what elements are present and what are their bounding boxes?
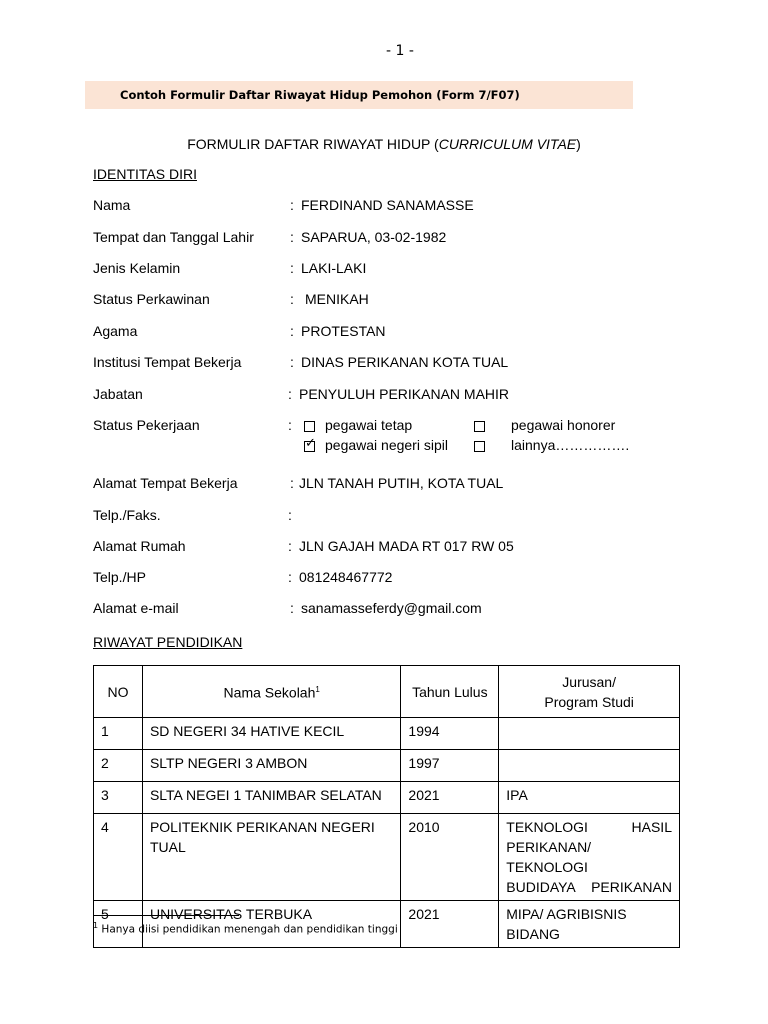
table-header-row — [94, 666, 680, 718]
field-value-telp-hp: 081248467772 — [299, 569, 393, 585]
field-colon: : — [290, 197, 294, 213]
cell-year: 2021 — [401, 901, 499, 948]
field-label-telp-faks: Telp./Faks. — [93, 507, 161, 523]
field-label-email: Alamat e-mail — [93, 600, 179, 616]
table-row — [94, 782, 680, 814]
cell-major: MIPA/ AGRIBISNIS BIDANG — [499, 901, 680, 948]
cell-school: POLITEKNIK PERIKANAN NEGERI TUAL — [142, 814, 400, 901]
field-colon: : — [290, 260, 294, 276]
page-number: - 1 - — [386, 43, 414, 59]
field-value-jabatan: PENYULUH PERIKANAN MAHIR — [299, 386, 510, 402]
field-label-status-perkawinan: Status Perkawinan — [93, 291, 210, 307]
checkbox-lainnya[interactable] — [474, 441, 485, 452]
option-label-pegawai-negeri-sipil: pegawai negeri sipil — [325, 437, 448, 453]
field-value-email: sanamasseferdy@gmail.com — [301, 600, 482, 616]
field-colon: : — [290, 323, 294, 339]
checkbox-pegawai-negeri-sipil[interactable] — [304, 435, 316, 452]
footnote-text: Hanya diisi pendidikan menengah dan pendidikan tinggi — [98, 923, 398, 936]
checkbox-pegawai-honorer[interactable] — [474, 421, 485, 432]
field-label-telp-hp: Telp./HP — [93, 569, 146, 585]
field-value-institusi: DINAS PERIKANAN KOTA TUAL — [301, 354, 509, 370]
footnote — [93, 921, 398, 936]
form-title-italic: CURRICULUM VITAE — [438, 136, 577, 152]
cell-major-last-line: BUDIDAYA PERIKANAN — [506, 879, 672, 895]
field-colon: : — [290, 475, 294, 491]
field-label-status-pekerjaan: Status Pekerjaan — [93, 417, 200, 433]
cell-school: SD NEGERI 34 HATIVE KECIL — [142, 718, 400, 750]
form-title-close: ) — [576, 136, 581, 152]
field-colon: : — [290, 291, 294, 307]
cell-year: 2021 — [401, 782, 499, 814]
field-colon: : — [288, 538, 292, 554]
field-colon: : — [288, 507, 292, 523]
field-colon: : — [290, 229, 294, 245]
header-major-line1: Jurusan/ — [562, 673, 616, 690]
education-section-heading: RIWAYAT PENDIDIKAN — [93, 634, 243, 650]
footnote-divider — [93, 915, 239, 916]
cell-year: 1997 — [401, 750, 499, 782]
field-label-jenis-kelamin: Jenis Kelamin — [93, 260, 181, 276]
table-row — [94, 814, 680, 901]
field-colon: : — [288, 417, 292, 433]
cell-no: 5 — [94, 901, 143, 948]
cell-major: IPA — [499, 782, 680, 814]
cell-major — [499, 718, 680, 750]
cell-major-justified: TEKNOLOGI HASIL PERIKANAN/ TEKNOLOGI — [506, 819, 672, 875]
cell-no: 3 — [94, 782, 143, 814]
field-value-jenis-kelamin: LAKI-LAKI — [301, 260, 367, 276]
header-major-line2: Program Studi — [544, 693, 634, 710]
field-label-jabatan: Jabatan — [93, 386, 143, 402]
cell-school: SLTA NEGEI 1 TANIMBAR SELATAN — [142, 782, 400, 814]
field-value-alamat-rumah: JLN GAJAH MADA RT 017 RW 05 — [299, 538, 514, 554]
cell-school: UNIVERSITAS TERBUKA — [142, 901, 400, 948]
cell-no: 4 — [94, 814, 143, 901]
check-mark-icon: ✓ — [305, 435, 316, 450]
cell-major — [499, 750, 680, 782]
option-label-lainnya: lainnya……………. — [511, 437, 630, 453]
field-label-tempat-tanggal-lahir: Tempat dan Tanggal Lahir — [93, 229, 254, 245]
cell-year: 1994 — [401, 718, 499, 750]
footnote-marker: 1 — [93, 921, 99, 930]
header-school-label: Nama Sekolah — [223, 684, 316, 701]
cell-year: 2010 — [401, 814, 499, 901]
cell-no: 2 — [94, 750, 143, 782]
field-value-tempat-tanggal-lahir: SAPARUA, 03-02-1982 — [301, 229, 447, 245]
field-value-status-perkawinan: MENIKAH — [305, 291, 369, 307]
cell-school: SLTP NEGERI 3 AMBON — [142, 750, 400, 782]
table-row — [94, 718, 680, 750]
header-major — [499, 666, 680, 718]
field-label-agama: Agama — [93, 323, 138, 339]
footnote-ref: 1 — [315, 685, 320, 695]
option-label-pegawai-honorer: pegawai honorer — [511, 417, 616, 433]
form-code-text: Contoh Formulir Daftar Riwayat Hidup Pemohon (Form 7/F07) — [120, 88, 520, 102]
field-value-agama: PROTESTAN — [301, 323, 386, 339]
form-title-main: FORMULIR DAFTAR RIWAYAT HIDUP ( — [187, 136, 439, 152]
form-title — [0, 136, 768, 152]
cell-no: 1 — [94, 718, 143, 750]
education-table — [93, 665, 680, 948]
field-label-nama: Nama — [93, 197, 131, 213]
field-label-alamat-tempat-bekerja: Alamat Tempat Bekerja — [93, 475, 238, 491]
field-label-institusi: Institusi Tempat Bekerja — [93, 354, 242, 370]
header-school — [142, 666, 400, 718]
field-colon: : — [290, 354, 294, 370]
cell-major — [499, 814, 680, 901]
field-label-alamat-rumah: Alamat Rumah — [93, 538, 186, 554]
field-colon: : — [288, 569, 292, 585]
header-year: Tahun Lulus — [401, 666, 499, 718]
field-colon: : — [288, 386, 292, 402]
form-code-banner — [85, 81, 633, 109]
header-no: NO — [94, 666, 143, 718]
checkbox-pegawai-tetap[interactable] — [304, 421, 315, 432]
identity-section-heading: IDENTITAS DIRI — [93, 166, 197, 182]
field-value-alamat-tempat-bekerja: JLN TANAH PUTIH, KOTA TUAL — [299, 475, 504, 491]
table-row — [94, 750, 680, 782]
field-colon: : — [290, 600, 294, 616]
field-value-nama: FERDINAND SANAMASSE — [301, 197, 474, 213]
option-label-pegawai-tetap: pegawai tetap — [325, 417, 413, 433]
